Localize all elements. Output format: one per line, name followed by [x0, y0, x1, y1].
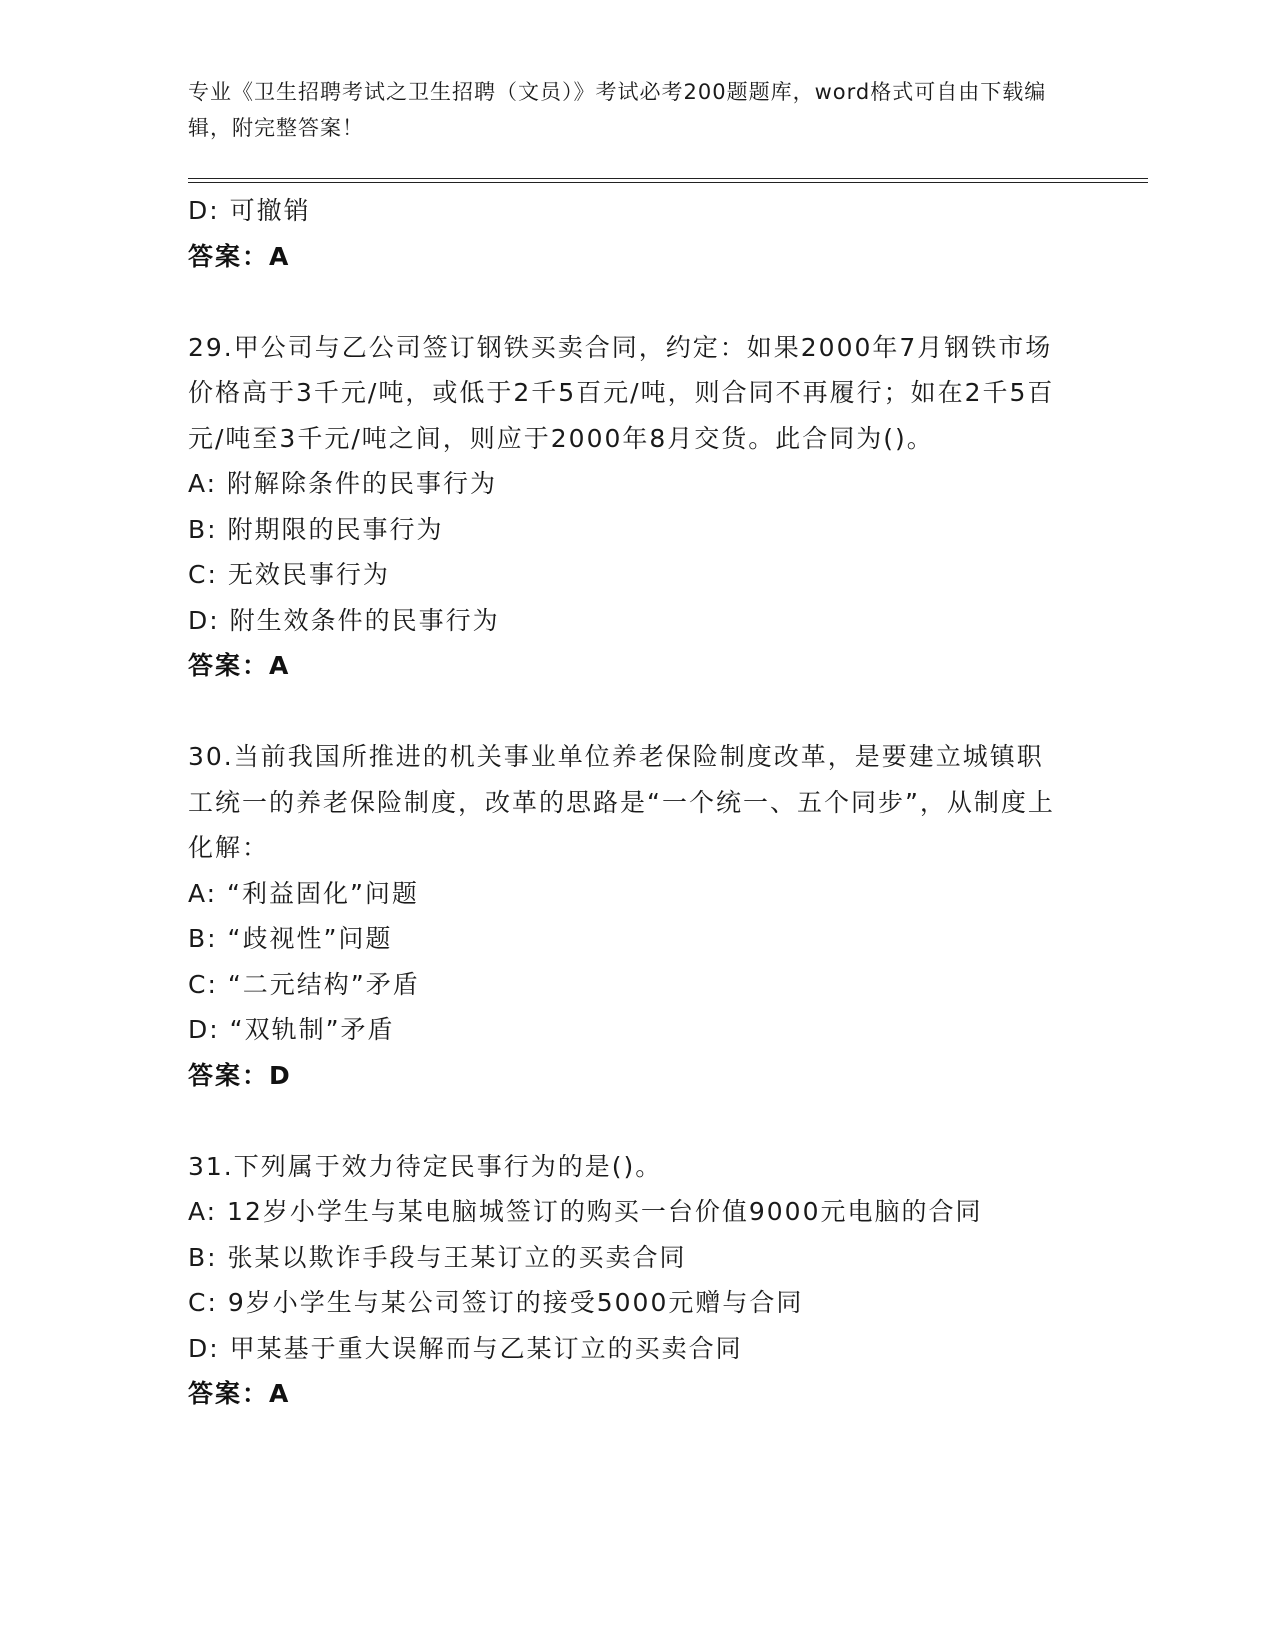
- option-a: A: 12岁小学生与某电脑城签订的购买一台价值9000元电脑的合同: [188, 1197, 983, 1226]
- option-b: B: 张某以欺诈手段与王某订立的买卖合同: [188, 1242, 687, 1272]
- answer-line: 答案：A: [188, 241, 291, 271]
- answer-line: 答案：A: [188, 1379, 291, 1408]
- header-divider: [188, 178, 1148, 183]
- question-stem: 31.下列属于效力待定民事行为的是()。: [188, 1151, 663, 1181]
- question-stem: 29.甲公司与乙公司签订钢铁买卖合同，约定：如果2000年7月钢铁市场价格高于3千元/吨，或低于2千5百元/吨，则合同不再履行；如在2千5百元/吨至3千元/吨之间，则应于2000年8月交货。此合同为()。: [188, 332, 1055, 453]
- option-b: B: 附期限的民事行为: [188, 514, 444, 544]
- option-d: D: “双轨制”矛盾: [188, 1015, 395, 1044]
- option-d: D: 可撤销: [188, 196, 311, 225]
- document-header-title: 专业《卫生招聘考试之卫生招聘（文员）》考试必考200题题库，word格式可自由下载编辑，附完整答案！: [188, 80, 1047, 140]
- question-stem: 30.当前我国所推进的机关事业单位养老保险制度改革，是要建立城镇职工统一的养老保险制度，改革的思路是“一个统一、五个同步”，从制度上化解：: [188, 742, 1055, 862]
- question-29: [188, 325, 1088, 689]
- question-30: [188, 734, 1088, 1098]
- option-b: B: “歧视性”问题: [188, 924, 393, 953]
- option-c: C: 无效民事行为: [188, 560, 390, 589]
- option-d: D: 甲某基于重大误解而与乙某订立的买卖合同: [188, 1333, 743, 1363]
- question-content: [188, 188, 1088, 1417]
- option-d: D: 附生效条件的民事行为: [188, 605, 500, 635]
- option-a: A: 附解除条件的民事行为: [188, 469, 498, 498]
- answer-line: 答案：D: [188, 1060, 292, 1090]
- option-a: A: “利益固化”问题: [188, 878, 419, 908]
- option-c: C: 9岁小学生与某公司签订的接受5000元赠与合同: [188, 1288, 804, 1317]
- question-31: [188, 1144, 1088, 1417]
- option-c: C: “二元结构”矛盾: [188, 969, 420, 999]
- answer-line: 答案：A: [188, 651, 291, 680]
